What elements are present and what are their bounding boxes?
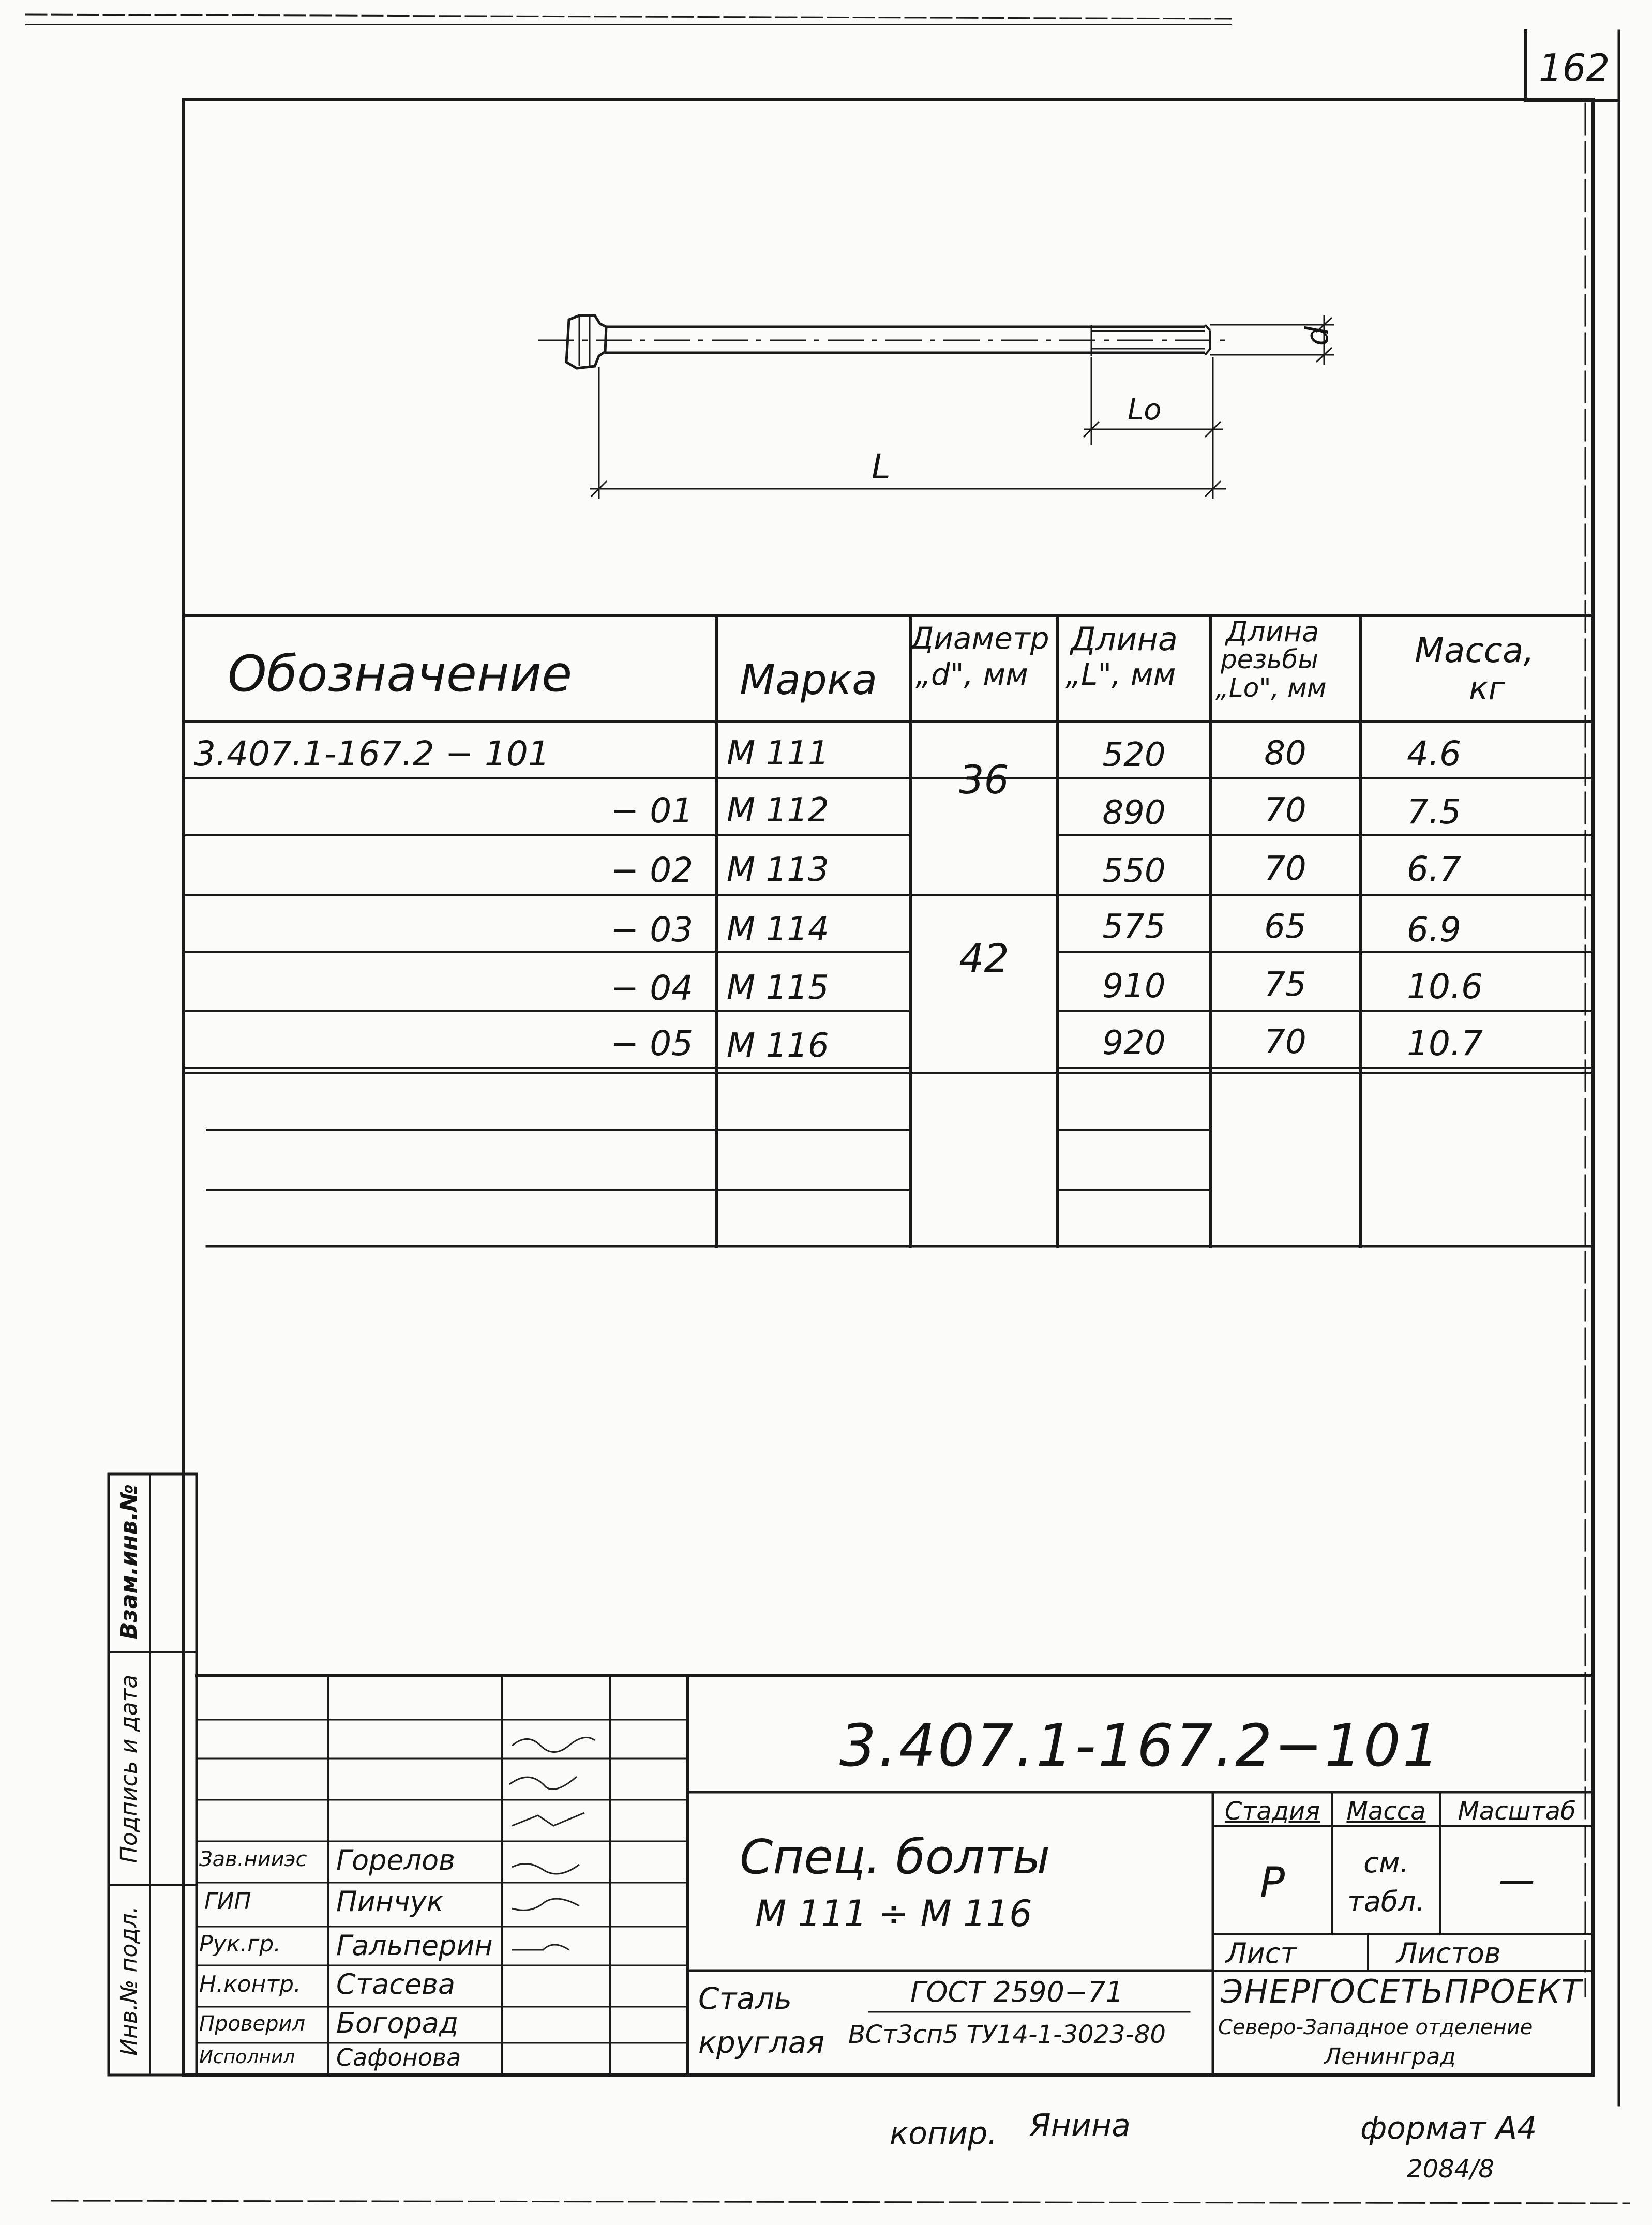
mass-value-2: табл. (1347, 1885, 1425, 1918)
staff-name: Пинчук (336, 1885, 444, 1918)
bolt-drawing (538, 315, 1334, 499)
side-stamp-replace-inv: Взам.инв.№ (116, 1484, 142, 1640)
row-mass: 6.9 (1407, 910, 1461, 950)
row-thread: 75 (1264, 966, 1306, 1004)
side-stamp-original-inv: Инв.№ подл. (116, 1906, 142, 2056)
header-length-2: „L", мм (1065, 657, 1176, 692)
dim-label-d: d (1299, 326, 1336, 347)
header-designation: Обозначение (228, 645, 573, 703)
row-mark: М 113 (727, 851, 829, 889)
material-grade: ВСт3сп5 ТУ14-1-3023-80 (848, 2020, 1166, 2049)
row-thread: 65 (1264, 908, 1306, 946)
signatures (509, 1737, 595, 1950)
row-mass: 4.6 (1407, 734, 1461, 774)
header-thread-1: Длина (1226, 615, 1319, 648)
scale-value: — (1498, 1859, 1535, 1901)
row-mass: 7.5 (1407, 792, 1461, 832)
row-mark: М 111 (727, 734, 829, 773)
staff-role: Рук.гр. (199, 1931, 281, 1957)
footer-copied: копир. (890, 2115, 998, 2152)
staff-name: Горелов (336, 1844, 456, 1876)
footer-copier: Янина (1029, 2108, 1131, 2144)
sheet-label: Лист (1226, 1937, 1297, 1970)
row-length: 910 (1102, 967, 1166, 1005)
org-sub-2: Ленинград (1324, 2043, 1456, 2070)
row-designation: − 05 (610, 1024, 694, 1063)
row-length: 550 (1102, 852, 1166, 890)
row-thread: 70 (1264, 791, 1306, 830)
row-mass: 10.7 (1407, 1024, 1483, 1063)
page-number: 162 (1539, 46, 1610, 89)
mass-value-1: см. (1363, 1846, 1409, 1879)
header-mass-2: кг (1469, 669, 1506, 707)
title-line-1: Спец. болты (740, 1829, 1050, 1885)
sheets-label: Листов (1396, 1937, 1501, 1970)
org-sub-1: Северо-Западное отделение (1218, 2016, 1533, 2039)
staff-role: Исполнил (199, 2047, 295, 2068)
staff-role: Проверил (199, 2012, 306, 2036)
row-mark: М 116 (727, 1027, 829, 1065)
staff-role: ГИП (204, 1888, 251, 1915)
row-designation: − 01 (610, 791, 694, 831)
row-mark: М 112 (727, 791, 829, 830)
row-length: 575 (1102, 908, 1166, 946)
header-diameter-1: Диаметр (910, 621, 1049, 656)
dim-label-l: L (872, 447, 891, 487)
mass-label: Масса (1346, 1797, 1426, 1826)
header-length-1: Длина (1071, 620, 1178, 658)
header-mass-1: Масса, (1415, 630, 1535, 670)
row-thread: 70 (1264, 850, 1306, 888)
diameter-group-42: 42 (959, 935, 1009, 981)
row-length: 520 (1102, 736, 1166, 774)
material-label-2: круглая (698, 2025, 825, 2060)
staff-name: Богорад (336, 2007, 459, 2039)
row-mark: М 115 (727, 969, 829, 1007)
row-mark: М 114 (727, 910, 829, 949)
staff-name: Сафонова (336, 2043, 461, 2071)
row-mass: 10.6 (1407, 967, 1483, 1006)
org-name: ЭНЕРГОСЕТЬПРОЕКТ (1221, 1973, 1582, 2010)
footer-code: 2084/8 (1407, 2155, 1494, 2184)
row-designation: 3.407.1-167.2 − 101 (194, 734, 550, 774)
header-thread-2: резьбы (1221, 644, 1318, 674)
header-mark: Марка (740, 656, 878, 704)
row-designation: − 02 (610, 850, 694, 890)
stage-label: Стадия (1224, 1797, 1320, 1826)
header-diameter-2: „d", мм (915, 657, 1028, 692)
row-length: 890 (1102, 794, 1166, 832)
row-thread: 80 (1264, 734, 1306, 773)
title-line-2: М 111 ÷ М 116 (755, 1892, 1032, 1935)
stage-value: Р (1259, 1858, 1285, 1906)
scale-label: Масштаб (1458, 1797, 1576, 1826)
staff-name: Стасева (336, 1968, 456, 2001)
row-length: 920 (1102, 1024, 1166, 1062)
doc-number: 3.407.1-167.2−101 (839, 1712, 1442, 1780)
staff-name: Гальперин (336, 1929, 493, 1962)
staff-role: Зав.нииэс (199, 1847, 307, 1871)
row-thread: 70 (1264, 1023, 1306, 1061)
side-stamp-signature-date: Подпись и дата (116, 1674, 142, 1863)
dim-label-lo: Lo (1128, 393, 1162, 427)
row-mass: 6.7 (1407, 849, 1461, 889)
row-designation: − 04 (610, 968, 694, 1008)
material-spec: ГОСТ 2590−71 (910, 1976, 1123, 2008)
row-designation: − 03 (610, 910, 694, 950)
footer-format: формат А4 (1360, 2110, 1537, 2146)
staff-role: Н.контр. (199, 1971, 301, 1997)
diameter-group-36: 36 (959, 757, 1009, 803)
material-label-1: Сталь (698, 1981, 792, 2016)
header-thread-3: „Lo", мм (1215, 673, 1327, 703)
